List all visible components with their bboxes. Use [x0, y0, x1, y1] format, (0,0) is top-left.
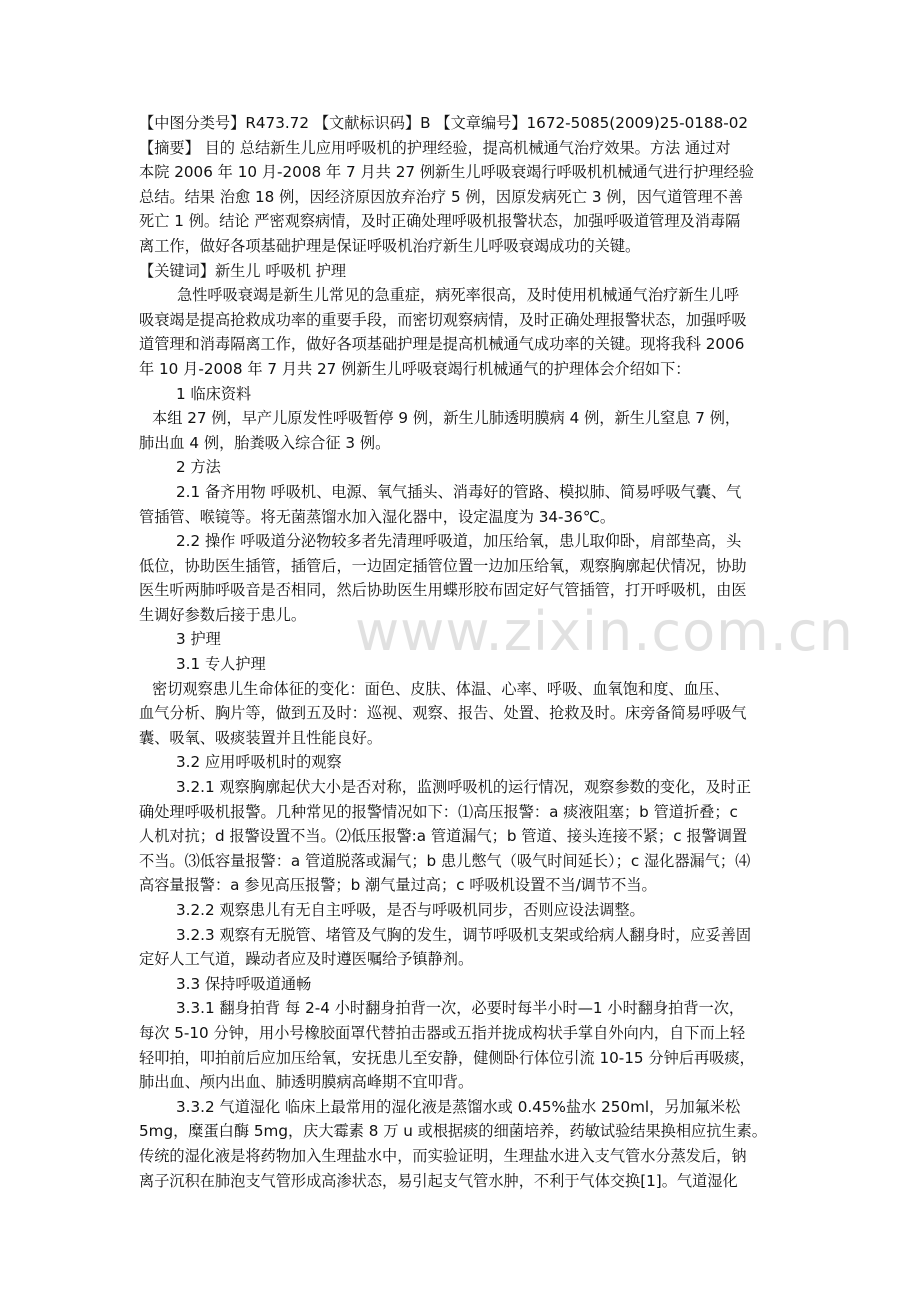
classification-line: 【中图分类号】R473.72 【文献标识码】B 【文章编号】1672-5085(2009)25-0188-02 [139, 114, 749, 132]
body-line: 管插管、喉镜等。将无菌蒸馏水加入湿化器中，设定温度为 34-36℃。 [139, 507, 616, 526]
body-line: 传统的湿化液是将药物加入生理盐水中，而实验证明，生理盐水进入支气管水分蒸发后，钠 [139, 1146, 747, 1165]
body-line: 肺出血 4 例，胎粪吸入综合征 3 例。 [139, 433, 391, 452]
body-line: 轻叩拍，叩拍前后应加压给氧，安抚患儿至安静，健侧卧行体位引流 10-15 分钟后再吸痰， [139, 1048, 755, 1067]
keywords-line: 【关键词】新生儿 呼吸机 护理 [139, 261, 347, 280]
section-heading: 1 临床资料 [176, 384, 252, 403]
body-line: 血气分析、胸片等，做到五及时：巡视、观察、报告、处置、抢救及时。床旁备简易呼吸气 [139, 704, 747, 723]
abstract-line: 本院 2006 年 10 月-2008 年 7 月共 27 例新生儿呼吸衰竭行呼吸机机械通气进行护理经验 [139, 163, 754, 182]
abstract-line: 离工作，做好各项基础护理是保证呼吸机治疗新生儿呼吸衰竭成功的关键。 [139, 236, 641, 255]
body-line: 囊、吸氧、吸痰装置并且性能良好。 [139, 728, 382, 747]
body-line: 离子沉积在肺泡支气管形成高渗状态，易引起支气管水肿，不利于气体交换[1]。气道湿化 [139, 1171, 738, 1190]
subsection-heading: 3.1 专人护理 [176, 655, 266, 674]
article-body [139, 111, 854, 1193]
body-line: 5mg，糜蛋白酶 5mg，庆大霉素 8 万 u 或根据痰的细菌培养，药敏试验结果换相应抗生素。 [139, 1122, 767, 1141]
body-line: 3.3.2 气道湿化 临床上最常用的湿化液是蒸馏水或 0.45%盐水 250ml，另加氟米松 [176, 1097, 741, 1116]
subsection-heading: 3.3 保持呼吸道通畅 [176, 974, 312, 993]
body-line: 确处理呼吸机报警。几种常见的报警情况如下：⑴高压报警：a 痰液阻塞；b 管道折叠；c [139, 802, 738, 821]
body-line: 高容量报警：a 参见高压报警；b 潮气量过高；c 呼吸机设置不当/调节不当。 [139, 876, 657, 895]
intro-line: 吸衰竭是提高抢救成功率的重要手段，而密切观察病情，及时正确处理报警状态，加强呼吸 [139, 310, 747, 329]
body-line: 3.3.1 翻身拍背 每 2-4 小时翻身拍背一次，必要时每半小时—1 小时翻身拍背一次， [176, 999, 745, 1018]
body-line: 2.1 备齐用物 呼吸机、电源、氧气插头、消毒好的管路、模拟肺、简易呼吸气囊、气 [176, 482, 742, 501]
section-heading: 3 护理 [176, 630, 221, 649]
body-line: 不当。⑶低容量报警：a 管道脱落或漏气；b 患儿憋气（吸气时间延长）；c 湿化器漏气；⑷ [139, 851, 751, 870]
body-line: 医生听两肺呼吸音是否相同，然后协助医生用蝶形胶布固定好气管插管，打开呼吸机，由医 [139, 581, 747, 600]
body-line: 生调好参数后接于患儿。 [139, 605, 307, 624]
abstract-line: 总结。结果 治愈 18 例，因经济原因放弃治疗 5 例，因原发病死亡 3 例，因气道管理不善 [139, 187, 744, 206]
body-line: 肺出血、颅内出血、肺透明膜病高峰期不宜叩背。 [139, 1073, 474, 1092]
body-line: 3.2.1 观察胸廓起伏大小是否对称，监测呼吸机的运行情况，观察参数的变化，及时正 [176, 778, 752, 797]
abstract-line: 【摘要】 目的 总结新生儿应用呼吸机的护理经验，提高机械通气治疗效果。方法 通过对 [139, 138, 731, 157]
body-line: 每次 5-10 分钟，用小号橡胶面罩代替拍击器或五指并拢成构状手掌自外向内，自下而上轻 [139, 1023, 746, 1042]
intro-line: 道管理和消毒隔离工作，做好各项基础护理是提高机械通气成功率的关键。现将我科 2006 [139, 335, 745, 354]
subsection-heading: 3.2 应用呼吸机时的观察 [176, 753, 342, 772]
watermark: www.zixin.com.cn [355, 600, 854, 663]
body-line: 3.2.3 观察有无脱管、堵管及气胸的发生，调节呼吸机支架或给病人翻身时，应妥善固 [176, 925, 752, 944]
section-heading: 2 方法 [176, 458, 221, 477]
intro-line: 年 10 月-2008 年 7 月共 27 例新生儿呼吸衰竭行机械通气的护理体会介绍如下： [139, 359, 691, 378]
body-line: 本组 27 例，早产儿原发性呼吸暂停 9 例，新生儿肺透明膜病 4 例，新生儿窒息 7 例， [152, 409, 741, 428]
body-line: 定好人工气道，躁动者应及时遵医嘱给予镇静剂。 [139, 950, 474, 969]
intro-line: 急性呼吸衰竭是新生儿常见的急重症，病死率很高，及时使用机械通气治疗新生儿呼 [177, 286, 739, 305]
body-line: 人机对抗；d 报警设置不当。⑵低压报警:a 管道漏气；b 管道、接头连接不紧；c 报警调置 [139, 827, 748, 846]
abstract-line: 死亡 1 例。结论 严密观察病情，及时正确处理呼吸机报警状态，加强呼吸道管理及消毒隔 [139, 212, 741, 231]
body-line: 2.2 操作 呼吸道分泌物较多者先清理呼吸道，加压给氧，患儿取仰卧，肩部垫高，头 [176, 532, 742, 551]
body-line: 低位，协助医生插管，插管后，一边固定插管位置一边加压给氧，观察胸廓起伏情况，协助 [139, 556, 747, 575]
body-line: 3.2.2 观察患儿有无自主呼吸，是否与呼吸机同步，否则应设法调整。 [176, 901, 645, 919]
body-line: 密切观察患儿生命体征的变化：面色、皮肤、体温、心率、呼吸、血氧饱和度、血压、 [152, 679, 730, 698]
